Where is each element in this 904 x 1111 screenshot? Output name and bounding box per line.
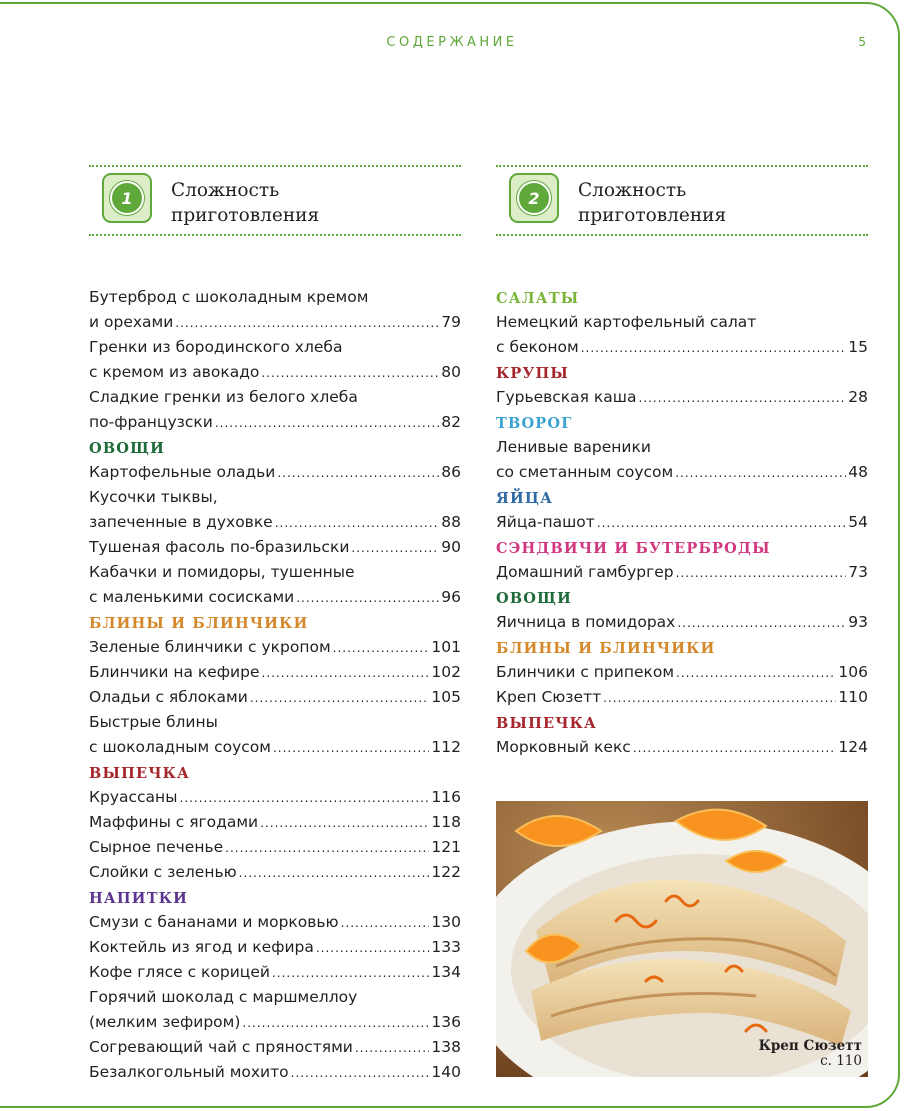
dot-leader <box>316 936 430 960</box>
recipe-title: Безалкогольный мохито <box>89 1063 289 1081</box>
page-ref: 138 <box>431 1038 461 1056</box>
recipe-title: Яичница в помидорах <box>496 613 676 631</box>
recipe-title: по-французски <box>89 413 213 431</box>
toc-entry[interactable] <box>89 835 461 860</box>
recipe-title: с маленькими сосисками <box>89 588 295 606</box>
difficulty-1-column <box>89 163 461 1085</box>
page-ref: 90 <box>441 538 461 556</box>
page-ref: 48 <box>848 463 868 481</box>
toc-entry[interactable] <box>89 935 461 960</box>
toc-entry[interactable] <box>89 385 461 410</box>
page-ref: 79 <box>441 313 461 331</box>
dot-leader <box>291 1061 430 1085</box>
recipe-title: Сырное печенье <box>89 838 224 856</box>
recipe-title: Креп Сюзетт <box>496 688 602 706</box>
toc-entry[interactable] <box>496 460 868 485</box>
difficulty-title-line2: приготовления <box>578 205 727 226</box>
recipe-title: Тушеная фасоль по-бразильски <box>89 538 350 556</box>
page-ref: 118 <box>431 813 461 831</box>
toc-list <box>496 285 868 760</box>
toc-entry[interactable] <box>89 335 461 360</box>
dotted-divider <box>89 234 461 236</box>
difficulty-title-line1: Сложность <box>171 180 280 201</box>
dot-leader <box>225 836 429 860</box>
dot-leader <box>272 961 429 985</box>
recipe-title: и орехами <box>89 313 174 331</box>
dotted-divider <box>89 165 461 167</box>
dot-leader <box>242 1011 429 1035</box>
recipe-title: Гурьевская каша <box>496 388 637 406</box>
caption-page: с. 110 <box>820 1053 862 1069</box>
difficulty-title <box>171 178 319 228</box>
difficulty-title <box>578 178 726 228</box>
dot-leader <box>355 1036 430 1060</box>
category-heading: САЛАТЫ <box>496 290 580 307</box>
recipe-title: Согревающий чай с пряностями <box>89 1038 353 1056</box>
dot-leader <box>638 386 846 410</box>
page-ref: 140 <box>431 1063 461 1081</box>
difficulty-2-column <box>496 163 868 760</box>
dot-leader <box>273 736 429 760</box>
page-ref: 88 <box>441 513 461 531</box>
recipe-title: Оладьи с яблоками <box>89 688 248 706</box>
toc-entry[interactable] <box>496 685 868 710</box>
page-header: СОДЕРЖАНИЕ <box>386 35 518 50</box>
recipe-title: Ленивые вареники <box>496 438 651 456</box>
toc-entry[interactable] <box>89 910 461 935</box>
toc-entry[interactable] <box>89 485 461 510</box>
toc-entry[interactable] <box>89 1060 461 1085</box>
category-heading: СЭНДВИЧИ И БУТЕРБРОДЫ <box>496 540 771 557</box>
difficulty-badge <box>102 173 152 223</box>
toc-entry[interactable] <box>89 685 461 710</box>
recipe-title: с кремом из авокадо <box>89 363 260 381</box>
page-ref: 101 <box>431 638 461 656</box>
page-ref: 93 <box>848 613 868 631</box>
page-ref: 134 <box>431 963 461 981</box>
toc-entry[interactable] <box>89 510 461 535</box>
toc-entry[interactable] <box>496 385 868 410</box>
recipe-title: запеченные в духовке <box>89 513 273 531</box>
recipe-title: Коктейль из ягод и кефира <box>89 938 314 956</box>
page-ref: 15 <box>848 338 868 356</box>
difficulty-header <box>89 163 461 239</box>
photo-caption <box>759 1039 862 1069</box>
page-ref: 96 <box>441 588 461 606</box>
dot-leader <box>341 911 430 935</box>
toc-entry[interactable] <box>496 310 868 335</box>
toc-entry[interactable] <box>89 360 461 385</box>
recipe-title: Сладкие гренки из белого хлеба <box>89 388 358 406</box>
recipe-title: Кофе глясе с корицей <box>89 963 270 981</box>
page-ref: 121 <box>431 838 461 856</box>
recipe-title: Кабачки и помидоры, тушенные <box>89 563 355 581</box>
toc-entry[interactable] <box>89 1010 461 1035</box>
dot-leader <box>597 511 846 535</box>
toc-entry[interactable] <box>496 610 868 635</box>
dot-leader <box>633 736 837 760</box>
recipe-title: с беконом <box>496 338 579 356</box>
toc-entry[interactable] <box>89 960 461 985</box>
category-heading: ЯЙЦА <box>496 490 554 507</box>
dot-leader <box>261 361 439 385</box>
toc-entry[interactable] <box>89 1035 461 1060</box>
recipe-title: с шоколадным соусом <box>89 738 271 756</box>
dot-leader <box>275 511 440 535</box>
toc-entry[interactable] <box>89 710 461 735</box>
dot-leader <box>676 561 847 585</box>
dot-leader <box>175 311 439 335</box>
dot-leader <box>675 461 846 485</box>
toc-entry[interactable] <box>89 560 461 585</box>
page-ref: 28 <box>848 388 868 406</box>
dot-leader <box>677 611 846 635</box>
category-heading: НАПИТКИ <box>89 890 188 907</box>
page-ref: 124 <box>838 738 868 756</box>
recipe-title: Зеленые блинчики с укропом <box>89 638 331 656</box>
category-heading: ВЫПЕЧКА <box>89 765 191 782</box>
dot-leader <box>676 661 836 685</box>
recipe-title: (мелким зефиром) <box>89 1013 241 1031</box>
caption-title: Креп Сюзетт <box>758 1038 862 1054</box>
page-ref: 136 <box>431 1013 461 1031</box>
difficulty-number: 1 <box>110 181 144 215</box>
page-ref: 86 <box>441 463 461 481</box>
dot-leader <box>296 586 439 610</box>
toc-entry[interactable] <box>89 785 461 810</box>
page-ref: 122 <box>431 863 461 881</box>
recipe-title: Маффины с ягодами <box>89 813 259 831</box>
toc-entry[interactable] <box>89 810 461 835</box>
dot-leader <box>277 461 439 485</box>
recipe-title: Слойки с зеленью <box>89 863 237 881</box>
toc-entry[interactable] <box>496 435 868 460</box>
category-heading: ВЫПЕЧКА <box>496 715 598 732</box>
toc-entry[interactable] <box>89 660 461 685</box>
toc-entry[interactable] <box>89 410 461 435</box>
recipe-title: Морковный кекс <box>496 738 631 756</box>
page-ref: 105 <box>431 688 461 706</box>
page-ref: 106 <box>838 663 868 681</box>
page-number: 5 <box>858 35 866 49</box>
page-ref: 116 <box>431 788 461 806</box>
page-ref: 112 <box>431 738 461 756</box>
category-heading: ТВОРОГ <box>496 415 573 432</box>
crepe-illustration <box>496 801 868 1077</box>
toc-entry[interactable] <box>89 585 461 610</box>
dot-leader <box>581 336 847 360</box>
dot-leader <box>250 686 430 710</box>
page-ref: 82 <box>441 413 461 431</box>
page-ref: 73 <box>848 563 868 581</box>
toc-entry[interactable] <box>496 335 868 360</box>
recipe-title: со сметанным соусом <box>496 463 674 481</box>
page-ref: 102 <box>431 663 461 681</box>
toc-entry[interactable] <box>89 635 461 660</box>
category-heading: КРУПЫ <box>496 365 569 382</box>
dot-leader <box>260 811 429 835</box>
dot-leader <box>239 861 430 885</box>
page-ref: 110 <box>838 688 868 706</box>
recipe-title: Блинчики с припеком <box>496 663 675 681</box>
category-heading: ОВОЩИ <box>89 440 165 457</box>
toc-entry[interactable] <box>89 535 461 560</box>
difficulty-title-line1: Сложность <box>578 180 687 201</box>
toc-entry[interactable] <box>496 735 868 760</box>
dotted-divider <box>496 165 868 167</box>
toc-entry[interactable] <box>89 285 461 310</box>
dot-leader <box>262 661 430 685</box>
recipe-title: Кусочки тыквы, <box>89 488 218 506</box>
difficulty-badge <box>509 173 559 223</box>
toc-list <box>89 285 461 1085</box>
page-ref: 133 <box>431 938 461 956</box>
crepe-suzette-photo <box>496 801 868 1077</box>
recipe-title: Горячий шоколад с маршмеллоу <box>89 988 358 1006</box>
toc-entry[interactable] <box>89 735 461 760</box>
category-heading: БЛИНЫ И БЛИНЧИКИ <box>89 615 309 632</box>
difficulty-header <box>496 163 868 239</box>
toc-entry[interactable] <box>89 460 461 485</box>
recipe-title: Домашний гамбургер <box>496 563 674 581</box>
recipe-title: Круассаны <box>89 788 178 806</box>
recipe-title: Бутерброд с шоколадным кремом <box>89 288 369 306</box>
dot-leader <box>351 536 439 560</box>
dot-leader <box>215 411 439 435</box>
difficulty-title-line2: приготовления <box>171 205 320 226</box>
recipe-title: Гренки из бородинского хлеба <box>89 338 343 356</box>
toc-entry[interactable] <box>89 860 461 885</box>
recipe-title: Немецкий картофельный салат <box>496 313 757 331</box>
page-ref: 54 <box>848 513 868 531</box>
recipe-title: Блинчики на кефире <box>89 663 260 681</box>
toc-entry[interactable] <box>496 560 868 585</box>
category-heading: БЛИНЫ И БЛИНЧИКИ <box>496 640 716 657</box>
dot-leader <box>603 686 836 710</box>
recipe-title: Яйца-пашот <box>496 513 595 531</box>
recipe-title: Смузи с бананами и морковью <box>89 913 339 931</box>
toc-entry[interactable] <box>89 310 461 335</box>
toc-entry[interactable] <box>496 660 868 685</box>
category-heading: ОВОЩИ <box>496 590 572 607</box>
difficulty-number: 2 <box>517 181 551 215</box>
page-ref: 80 <box>441 363 461 381</box>
recipe-title: Картофельные оладьи <box>89 463 276 481</box>
toc-entry[interactable] <box>496 510 868 535</box>
dot-leader <box>179 786 429 810</box>
recipe-title: Быстрые блины <box>89 713 218 731</box>
page-ref: 130 <box>431 913 461 931</box>
toc-entry[interactable] <box>89 985 461 1010</box>
dotted-divider <box>496 234 868 236</box>
dot-leader <box>333 636 430 660</box>
